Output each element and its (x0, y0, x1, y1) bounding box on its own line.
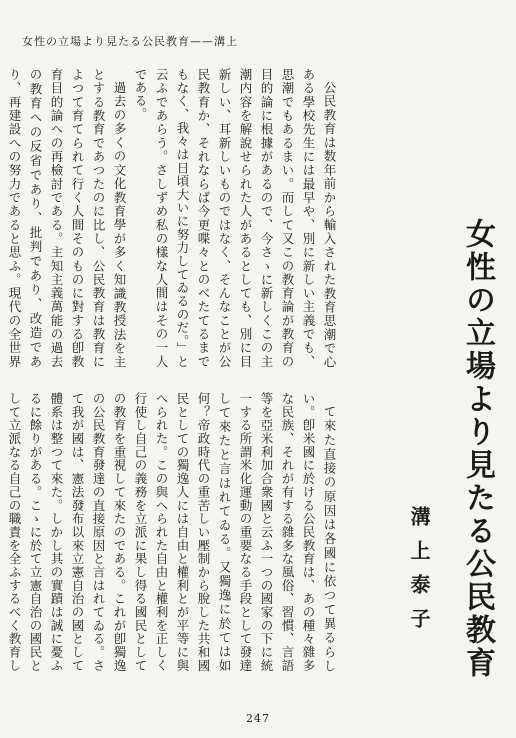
article-title: 女性の立場より見たる公民教育 (460, 218, 495, 680)
paragraph: 過去の多くの文化教育學が多く知識教授法を主とする教育であつたのに比し、公民教育は教育によつて育てられて行く人間そのものに對する卽教育目的論への再檢討である。主知主義萬能の過去の教育への反省であり、批判であり、改造であり、再建設への努力であると思ふ。現代の全世界 (7, 68, 127, 368)
paragraph: て來た直接の原因は各國に依つて異るらしい。卽米國に於ける公民教育は、あの種々雜多な民族、それが有する雜多な風俗、習慣、言語等を亞米利加合衆國と云ふ一つの國家の下に統一する所謂米化運動の重要なる手段として發達して來たと言はれてゐる。又獨逸に於ては如何？帝政時代の重苦しい壓制から脫した共和國民としての獨逸人には自由と權利とが平等に與へられた。この與へられた自由と權利を正しく行使し自己の義務を立派に果し得る國民としての教育を重視して來たのである。これが卽獨逸の公民教育發達の直接原因と言はれてゐる。さて我が國は、憲法發布以來立憲自治の國として體系は整つて來た。しかし其の實蹟は誠に憂ふるに餘りがある。こゝに於て立憲自治の國民として立派なる自己の職責を全ふするべく教育し (7, 392, 337, 672)
running-title: 女性の立場より見たる公民教育——溝上 (22, 35, 238, 48)
page-number: 247 (246, 712, 270, 725)
paragraph: 公民教育は数年前から輸入された教育思潮で心ある學校先生には最早や、別に新しい主義でも、思潮でもあるまい。而して又この教育論が教育の目的論に根據があるので、今さゝに新しくこの主潮内容を解說せられた人があるとしても、別に目新しい、耳新しいものではなく、そんなことが公民教育か、それならば今更喋々とのべたてるまでもなく、我々は日頃大いに努力してゐるのだ。」と云ふであらう。さしずめ私の樣な人間はその一人である。 (133, 68, 337, 368)
running-header (22, 30, 238, 49)
upper-text-block (7, 68, 340, 368)
lower-text-block (7, 392, 340, 672)
article-author: 溝上泰子 (407, 506, 431, 642)
